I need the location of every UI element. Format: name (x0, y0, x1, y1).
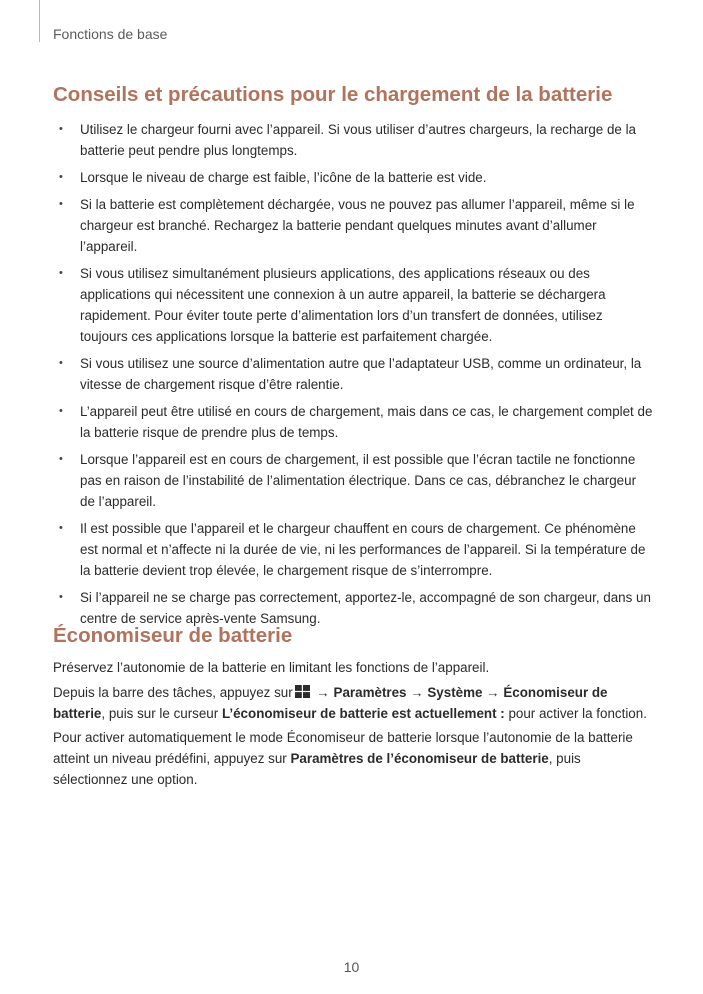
list-item: • Lorsque le niveau de charge est faible, l’icône de la batterie est vide. (59, 167, 653, 188)
list-item: • Si la batterie est complètement déchargée, vous ne pouvez pas allumer l’appareil, même si le chargeur est branché. Rechargez la batterie pendant quelques minutes avant d’allumer l’appareil. (59, 194, 653, 257)
list-item: • L’appareil peut être utilisé en cours de chargement, mais dans ce cas, le chargement complet de la batterie risque de prendre plus de temps. (59, 401, 653, 443)
battery-saver-step-2: Pour activer automatiquement le mode Économiseur de batterie lorsque l’autonomie de la batterie atteint un niveau prédéfini, appuyez sur Paramètres de l’économiseur de batterie, puis sélectionnez une option. (53, 730, 633, 787)
bullet-icon: • (59, 405, 63, 417)
menu-parametres: Paramètres (333, 685, 407, 700)
list-item: • Utilisez le chargeur fourni avec l’appareil. Si vous utiliser d’autres chargeurs, la recharge de la batterie peut pendre plus longtemps. (59, 119, 653, 161)
header-rule (39, 0, 40, 42)
battery-saver-settings-label: Paramètres de l’économiseur de batterie (290, 751, 549, 766)
bullet-icon: • (59, 591, 63, 603)
list-item: • Si vous utilisez une source d’alimentation autre que l’adaptateur USB, comme un ordinateur, la vitesse de chargement risque d’être ralentie. (59, 353, 653, 395)
bullet-icon: • (59, 198, 63, 210)
page-number: 10 (343, 959, 360, 975)
charging-tips-list (59, 119, 653, 635)
battery-saver-slider-label: L’économiseur de batterie est actuellement : (221, 706, 505, 721)
menu-economiseur: Économiseur de batterie (53, 685, 608, 721)
bullet-icon: • (59, 123, 63, 135)
bullet-icon: • (59, 522, 63, 534)
list-item: • Lorsque l’appareil est en cours de chargement, il est possible que l’écran tactile ne fonctionne pas en raison de l’instabilité de l’alimentation électrique. Dans ce cas, débranchez le chargeur de l’appareil. (59, 449, 653, 512)
battery-saver-intro: Préservez l’autonomie de la batterie en limitant les fonctions de l’appareil. (53, 660, 490, 675)
bullet-icon: • (59, 357, 63, 369)
list-item: • Si vous utilisez simultanément plusieurs applications, des applications réseaux ou des applications qui nécessitent une connexion à un autre appareil, la batterie se déchargera rapidement. Pour éviter toute perte d’alimentation lors d’un transfert de données, utilisez toujours ces applications lorsque la batterie est parfaitement chargée. (59, 263, 653, 347)
menu-systeme: Système (427, 685, 483, 700)
list-item: • Si l’appareil ne se charge pas correctement, apportez-le, accompagné de son chargeur, dans un centre de service après-vente Samsung. (59, 587, 653, 629)
bullet-icon: • (59, 453, 63, 465)
bullet-icon: • (59, 171, 63, 183)
windows-start-icon (295, 685, 310, 698)
battery-saver-title: Économiseur de batterie (53, 624, 293, 647)
charging-tips-title: Conseils et précautions pour le chargement de la batterie (53, 83, 613, 106)
section-header: Fonctions de base (53, 26, 168, 42)
battery-saver-step-1: Depuis la barre des tâches, appuyez sur → Paramètres → Système → Économiseur de batterie, puis sur le curseur L’économiseur de batterie est actuellement : pour activer la fonction. (53, 685, 647, 721)
bullet-icon: • (59, 267, 63, 279)
list-item: • Il est possible que l’appareil et le chargeur chauffent en cours de chargement. Ce phénomène est normal et n’affecte ni la durée de vie, ni les performances de l’appareil. Si la température de la batterie devient trop élevée, le chargement risque de s’interrompre. (59, 518, 653, 581)
